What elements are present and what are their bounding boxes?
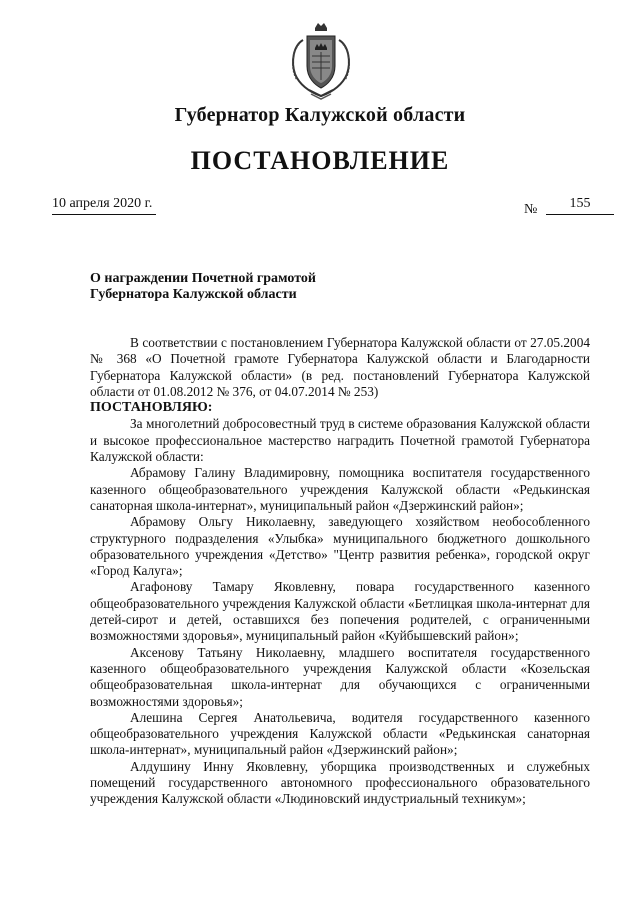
document-subject bbox=[90, 271, 390, 303]
awardee-paragraph: Абрамову Ольгу Николаевну, заведующего хозяйством необособленного структурного подразделения «Улыбка» муниципального бюджетного дошкольного образовательного учреждения «Детство» "Центр развития ребенка», городской округ «Город Калуга»; bbox=[90, 514, 590, 579]
preamble-paragraph: В соответствии с постановлением Губернатора Калужской области от 27.05.2004 № 368 «О Почетной грамоте Губернатора Калужской области и Благодарности Губернатора Калужской области» (в ред. постановлений Губернатора Калужской области от 01.08.2012 № 376, от 04.07.2014 № 253) bbox=[90, 335, 590, 399]
number-sign: № bbox=[524, 202, 538, 217]
document-body bbox=[90, 335, 590, 808]
coat-of-arms-emblem bbox=[285, 22, 357, 100]
awardee-paragraph: Алдушину Инну Яковлевну, уборщика производственных и служебных помещений государственного автономного профессионального образовательного учреждения Калужской области «Людиновский индустриальный техникум»; bbox=[90, 758, 590, 807]
document-type-heading: ПОСТАНОВЛЕНИЕ bbox=[190, 146, 450, 175]
awardee-paragraph: Агафонову Тамару Яковлевну, повара государственного казенного общеобразовательного учреждения Калужской области «Бетлицкая школа-интернат для детей-сирот и детей, оставшихся без попечения родителей, с ограниченными возможностями здоровья», муниципальный район «Куйбышевский район»; bbox=[90, 579, 590, 644]
subject-line: Губернатора Калужской области bbox=[90, 287, 297, 302]
document-date: 10 апреля 2020 г. bbox=[52, 196, 156, 215]
document-number: 155 bbox=[546, 196, 614, 215]
awardee-paragraph: Абрамову Галину Владимировну, помощника воспитателя государственного казенного общеобразовательного учреждения Калужской области «Редькинская санаторная школа-интернат», муниципальный район «Дзержинский район»; bbox=[90, 465, 590, 513]
intro-paragraph: За многолетний добросовестный труд в системе образования Калужской области и высокое профессиональное мастерство наградить Почетной грамотой Губернатора Калужской области: bbox=[90, 416, 590, 465]
awardee-paragraph: Алешина Сергея Анатольевича, водителя государственного казенного общеобразовательного учреждения Калужской области «Редькинская санаторная школа-интернат», муниципальный район «Дзержинский район»; bbox=[90, 709, 590, 758]
decree-keyword: ПОСТАНОВЛЯЮ: bbox=[90, 400, 213, 416]
awardee-paragraph: Аксенову Татьяну Николаевну, младшего воспитателя государственного казенного общеобразовательного учреждения Калужской области «Козельская общеобразовательная школа-интернат для обучающихся с ограниченными возможностями здоровья»; bbox=[90, 644, 590, 709]
governor-title: Губернатор Калужской области bbox=[174, 104, 466, 126]
subject-line: О награждении Почетной грамотой bbox=[90, 271, 316, 286]
